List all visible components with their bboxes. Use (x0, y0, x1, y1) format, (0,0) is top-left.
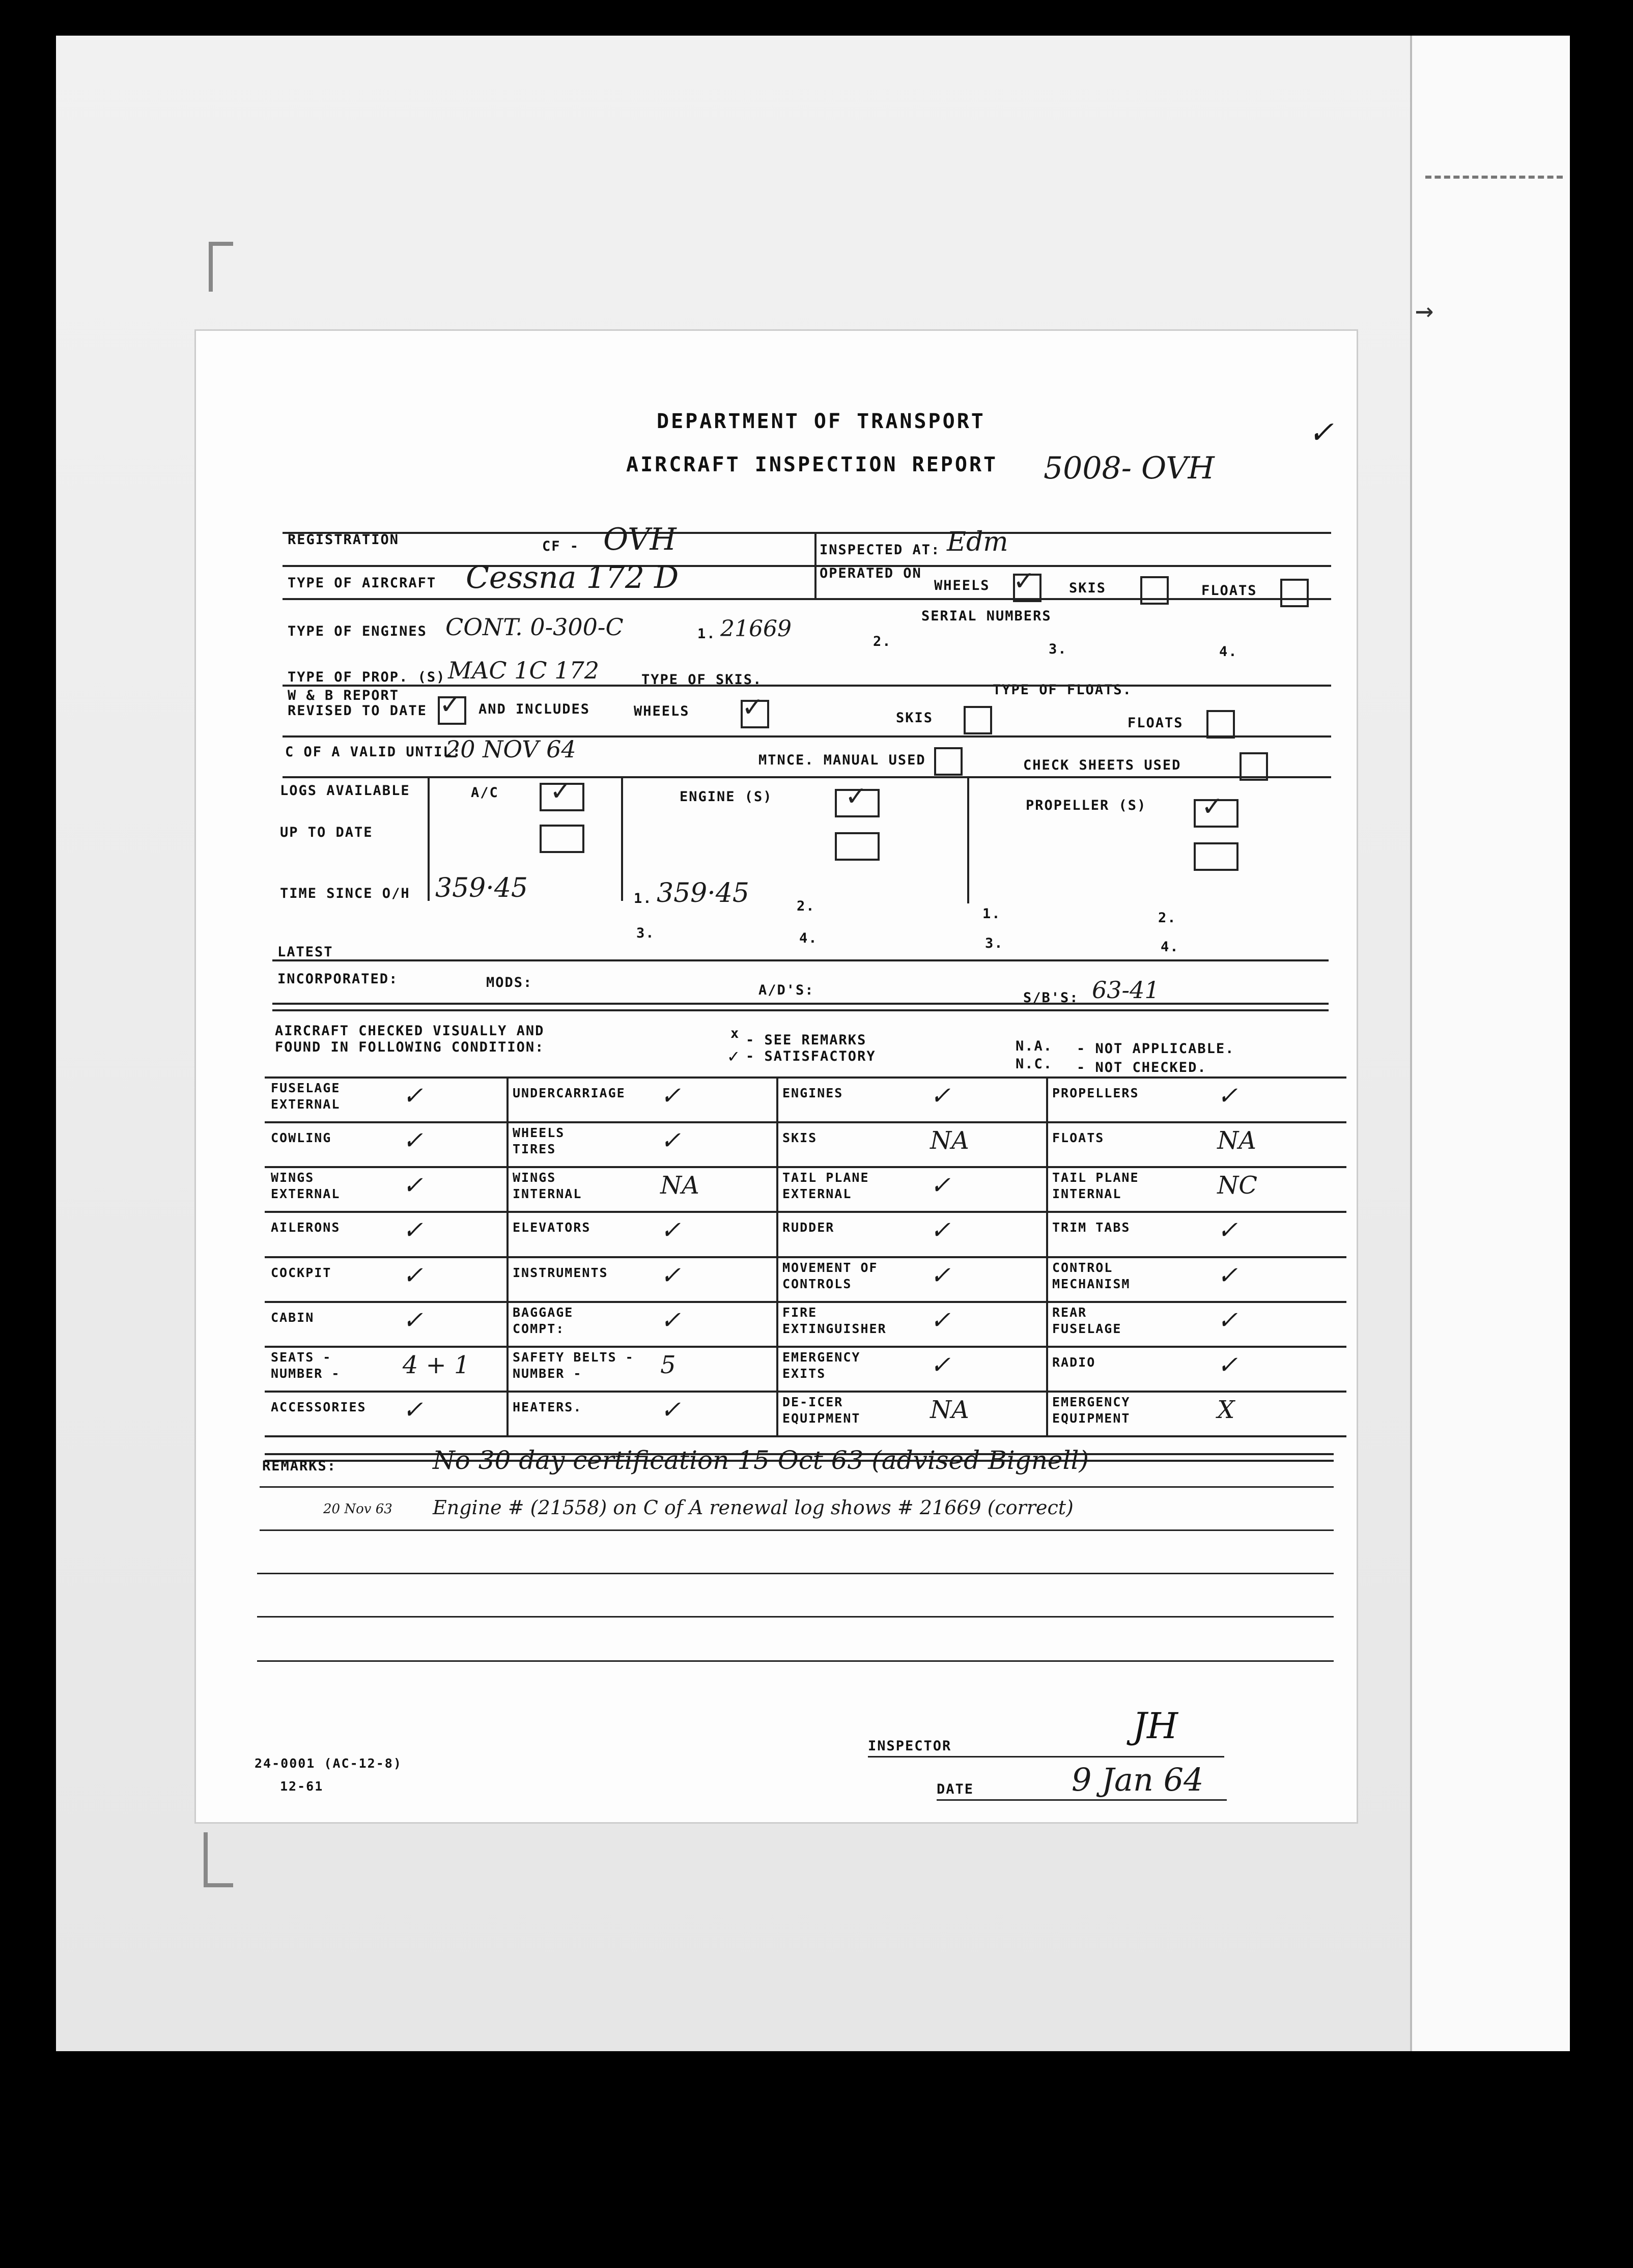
crop-mark-bottom (204, 1832, 233, 1887)
rule (621, 776, 623, 901)
sbs-label: S/B'S: (1023, 990, 1079, 1006)
inspector-label: INSPECTOR (868, 1738, 952, 1754)
condition-value[interactable]: NA (1217, 1126, 1256, 1155)
condition-value[interactable]: 4 + 1 (402, 1350, 470, 1379)
date-label: DATE (937, 1781, 974, 1797)
wb-label: W & B REPORT REVISED TO DATE (288, 688, 427, 719)
legend-nc-symbol: N.C. (1016, 1056, 1053, 1072)
serial-numbers-label: SERIAL NUMBERS (921, 608, 1052, 624)
dashed-mark (1425, 176, 1563, 179)
condition-value[interactable]: ✓ (930, 1261, 951, 1290)
condition-label: WINGS (513, 1170, 556, 1185)
engines-label: TYPE OF ENGINES (288, 623, 427, 639)
condition-label: INSTRUMENTS (513, 1265, 608, 1280)
engine-label: ENGINE (S) (680, 789, 773, 805)
wb-wheels-label: WHEELS (634, 703, 690, 719)
ac-time-value: 359·45 (435, 873, 528, 903)
condition-label: TIRES (513, 1142, 556, 1157)
aircraft-type-value: Cessna 172 D (466, 560, 679, 596)
condition-value[interactable]: ✓ (402, 1171, 423, 1200)
legend-nc-text: - NOT CHECKED. (1077, 1060, 1207, 1075)
serial-1-label: 1. (697, 626, 716, 642)
rule (283, 776, 1331, 778)
legend-intro-1: AIRCRAFT CHECKED VISUALLY AND (275, 1023, 545, 1039)
condition-value[interactable]: ✓ (660, 1216, 681, 1245)
grid-rule (265, 1346, 1346, 1348)
prop-2-label: 2. (1158, 910, 1177, 926)
condition-label: FUSELAGE (271, 1081, 341, 1095)
condition-label: RADIO (1052, 1354, 1096, 1370)
rule (257, 1616, 1334, 1618)
condition-value[interactable]: ✓ (930, 1171, 951, 1200)
inspected-at-label: INSPECTED AT: (820, 542, 941, 558)
condition-label: EMERGENCY (1052, 1394, 1131, 1409)
condition-label: RUDDER (782, 1220, 835, 1235)
operated-on-label: OPERATED ON (820, 565, 922, 581)
legend-check-text: - SATISFACTORY (746, 1048, 876, 1064)
grid-rule (265, 1211, 1346, 1213)
condition-label: CONTROLS (782, 1276, 852, 1291)
condition-value[interactable]: ✓ (660, 1306, 681, 1335)
rule (283, 598, 1331, 600)
condition-label: TAIL PLANE (1052, 1170, 1139, 1185)
prop-uptodate-box[interactable] (1194, 842, 1238, 871)
legend-x-text: - SEE REMARKS (746, 1032, 867, 1048)
skis-type-label: TYPE OF SKIS. (641, 672, 763, 688)
condition-label: UNDERCARRIAGE (513, 1086, 626, 1100)
prop-3-label: 3. (985, 935, 1004, 951)
file-number: 5008- OVH (1044, 450, 1215, 486)
condition-label: EQUIPMENT (782, 1410, 861, 1426)
condition-label: SEATS - (271, 1349, 332, 1365)
condition-value[interactable]: ✓ (1217, 1216, 1238, 1245)
mtnce-box[interactable] (934, 747, 963, 776)
registration-prefix: CF - (542, 538, 580, 554)
rule (257, 1573, 1334, 1574)
condition-value[interactable]: ✓ (930, 1082, 951, 1110)
condition-label: EXTERNAL (271, 1186, 341, 1202)
condition-label: COMPT: (513, 1321, 565, 1336)
condition-value[interactable]: ✓ (930, 1350, 951, 1379)
grid-rule (265, 1256, 1346, 1258)
remarks-line-1: No 30 day certification 15 Oct 63 (advised Bignell) (433, 1445, 1089, 1475)
wb-skis-label: SKIS (896, 710, 934, 726)
condition-label: SKIS (782, 1130, 818, 1146)
condition-value[interactable]: ✓ (1217, 1306, 1238, 1335)
condition-value[interactable]: ✓ (1217, 1082, 1238, 1110)
condition-label: COCKPIT (271, 1265, 332, 1280)
condition-value[interactable]: ✓ (660, 1261, 681, 1290)
condition-value[interactable]: 5 (660, 1350, 676, 1379)
condition-label: FUSELAGE (1052, 1321, 1122, 1336)
rule (257, 1660, 1334, 1662)
condition-value[interactable]: ✓ (660, 1395, 681, 1424)
engines-value: CONT. 0-300-C (445, 613, 624, 641)
condition-label: WHEELS (513, 1125, 565, 1141)
rule (272, 1003, 1329, 1005)
condition-label: DE-ICER (782, 1394, 843, 1409)
form-number: 24-0001 (AC-12-8) (255, 1756, 402, 1771)
condition-label: COWLING (271, 1130, 332, 1146)
grid-rule (1046, 1076, 1048, 1435)
grid-rule (265, 1435, 1346, 1437)
grid-rule (506, 1076, 509, 1435)
condition-label: FIRE (782, 1305, 818, 1320)
logs-available-label: LOGS AVAILABLE (280, 783, 410, 799)
prop-4-label: 4. (1161, 939, 1179, 955)
mods-label: MODS: (486, 975, 533, 990)
condition-value[interactable]: ✓ (402, 1261, 423, 1290)
grid-rule (776, 1076, 778, 1435)
rule (868, 1756, 1224, 1757)
condition-label: PROPELLERS (1052, 1086, 1139, 1100)
condition-label: SAFETY BELTS - (513, 1349, 634, 1365)
cofa-value: 20 NOV 64 (445, 735, 576, 763)
rule (428, 776, 430, 901)
condition-label: MOVEMENT OF (782, 1260, 878, 1275)
condition-grid (265, 1076, 1346, 1435)
serial-4-label: 4. (1219, 644, 1238, 660)
rule (272, 959, 1329, 961)
operated-skis-label: SKIS (1069, 580, 1107, 596)
condition-label: EXTERNAL (782, 1186, 852, 1202)
condition-label: INTERNAL (1052, 1186, 1122, 1202)
condition-label: AILERONS (271, 1220, 341, 1235)
grid-rule (265, 1301, 1346, 1303)
scanned-page-edge (1410, 36, 1570, 2051)
wb-check: ✓ (439, 690, 462, 720)
condition-label: REAR (1052, 1305, 1087, 1320)
condition-label: EQUIPMENT (1052, 1410, 1131, 1426)
crop-mark-top (209, 242, 233, 292)
condition-label: EXTINGUISHER (782, 1321, 887, 1336)
condition-label: CABIN (271, 1310, 315, 1325)
rule (272, 1009, 1329, 1011)
condition-label: EMERGENCY (782, 1349, 861, 1365)
engine-3-label: 3. (636, 925, 655, 941)
date-value: 9 Jan 64 (1072, 1761, 1204, 1798)
legend-check-symbol: ✓ (728, 1046, 740, 1067)
rule (260, 1486, 1334, 1488)
legend-na-symbol: N.A. (1016, 1038, 1053, 1054)
sbs-value: 63-41 (1092, 976, 1160, 1004)
engine-2-label: 2. (797, 898, 815, 914)
department-title: DEPARTMENT OF TRANSPORT (657, 410, 986, 433)
condition-value[interactable]: ✓ (930, 1216, 951, 1245)
remarks-line-2: Engine # (21558) on C of A renewal log shows # 21669 (correct) (433, 1496, 1074, 1519)
inspector-signature: JH (1133, 1705, 1178, 1747)
condition-label: NUMBER - (271, 1366, 341, 1381)
condition-label: TAIL PLANE (782, 1170, 869, 1185)
prop-1-label: 1. (982, 906, 1001, 922)
operated-wheels-label: WHEELS (934, 578, 990, 593)
condition-value[interactable]: ✓ (660, 1126, 681, 1155)
legend-x-symbol: x (730, 1026, 740, 1041)
report-title: AIRCRAFT INSPECTION REPORT (626, 453, 998, 476)
remarks-label: REMARKS: (262, 1458, 337, 1474)
cofa-label: C OF A VALID UNTIL: (285, 744, 462, 760)
condition-value[interactable]: NA (930, 1126, 969, 1155)
condition-value[interactable]: ✓ (1217, 1350, 1238, 1379)
serial-2-label: 2. (873, 634, 892, 649)
engine-uptodate-box[interactable] (835, 832, 880, 861)
prop-available-check: ✓ (1201, 791, 1224, 822)
condition-label: BAGGAGE (513, 1305, 574, 1320)
latest-label: LATEST (277, 944, 333, 960)
condition-label: EXTERNAL (271, 1097, 341, 1112)
wb-skis-box[interactable] (964, 706, 992, 734)
condition-label: CONTROL (1052, 1260, 1113, 1275)
wb-floats-box[interactable] (1206, 710, 1235, 739)
serial-1-value: 21669 (720, 616, 792, 642)
legend-intro-2: FOUND IN FOLLOWING CONDITION: (275, 1039, 545, 1055)
incorporated-label: INCORPORATED: (277, 971, 399, 987)
condition-value[interactable]: ✓ (660, 1082, 681, 1110)
rule (283, 532, 1331, 534)
operated-wheels-check: ✓ (1013, 566, 1035, 597)
grid-rule (265, 1166, 1346, 1168)
condition-label: HEATERS. (513, 1399, 582, 1414)
propeller-label: PROPELLER (S) (1026, 798, 1147, 813)
engine-available-check: ✓ (845, 781, 867, 812)
grid-rule (265, 1121, 1346, 1123)
wb-wheels-check: ✓ (742, 692, 764, 723)
ac-label: A/C (471, 785, 499, 801)
condition-value[interactable]: NA (930, 1395, 969, 1424)
rule (283, 735, 1331, 738)
condition-value[interactable]: NA (660, 1171, 699, 1200)
condition-label: EXITS (782, 1366, 826, 1381)
condition-label: INTERNAL (513, 1186, 582, 1202)
rule (967, 776, 969, 903)
condition-label: TRIM TABS (1052, 1220, 1131, 1235)
serial-3-label: 3. (1049, 641, 1067, 657)
rule (937, 1799, 1227, 1801)
rule (283, 565, 1331, 567)
condition-value[interactable]: ✓ (402, 1395, 423, 1424)
engine-1-label: 1. (634, 891, 653, 906)
condition-value[interactable]: ✓ (930, 1306, 951, 1335)
prop-label: TYPE OF PROP. (S) (288, 669, 446, 685)
condition-value[interactable]: ✓ (402, 1306, 423, 1335)
wb-floats-label: FLOATS (1128, 715, 1184, 731)
condition-value[interactable]: ✓ (402, 1126, 423, 1155)
grid-rule (265, 1391, 1346, 1393)
condition-label: ENGINES (782, 1086, 843, 1100)
aircraft-type-label: TYPE OF AIRCRAFT (288, 575, 437, 591)
rule (260, 1529, 1334, 1531)
condition-label: FLOATS (1052, 1130, 1105, 1146)
remarks-line-2-date: 20 Nov 63 (323, 1501, 392, 1517)
condition-value[interactable]: ✓ (402, 1216, 423, 1245)
operated-skis-box[interactable] (1140, 576, 1169, 605)
registration-label: REGISTRATION (288, 532, 400, 548)
condition-label: WINGS (271, 1170, 315, 1185)
legend-na-text: - NOT APPLICABLE. (1077, 1041, 1235, 1057)
operated-floats-label: FLOATS (1201, 583, 1257, 599)
condition-label: NUMBER - (513, 1366, 582, 1381)
ads-label: A/D'S: (758, 982, 814, 998)
form-date: 12-61 (280, 1779, 324, 1794)
header-tick: ✓ (1308, 415, 1334, 450)
registration-value: OVH (603, 522, 677, 557)
ac-available-check: ✓ (550, 776, 572, 807)
prop-value: MAC 1C 172 (448, 657, 600, 684)
time-since-label: TIME SINCE O/H (280, 886, 410, 901)
condition-value[interactable]: ✓ (402, 1082, 423, 1110)
ac-uptodate-box[interactable] (540, 825, 584, 853)
inspection-form (196, 331, 1357, 1822)
wb-includes: AND INCLUDES (478, 701, 590, 717)
condition-label: ACCESSORIES (271, 1399, 367, 1414)
engine-4-label: 4. (799, 930, 818, 946)
arrow-mark-icon: → (1415, 293, 1434, 328)
rule (283, 685, 1331, 687)
condition-value[interactable]: X (1217, 1395, 1235, 1424)
up-to-date-label: UP TO DATE (280, 825, 373, 840)
inspected-at-value: Edm (947, 527, 1008, 557)
condition-label: ELEVATORS (513, 1220, 591, 1235)
grid-rule (265, 1076, 1346, 1079)
engine-time-value: 359·45 (657, 878, 749, 909)
condition-value[interactable]: ✓ (1217, 1261, 1238, 1290)
condition-label: MECHANISM (1052, 1276, 1131, 1291)
condition-value[interactable]: NC (1217, 1171, 1258, 1200)
floats-type-label: TYPE OF FLOATS. (993, 682, 1132, 698)
operated-floats-box[interactable] (1280, 579, 1309, 607)
check-sheets-label: CHECK SHEETS USED (1023, 757, 1181, 773)
mtnce-label: MTNCE. MANUAL USED (758, 752, 926, 768)
